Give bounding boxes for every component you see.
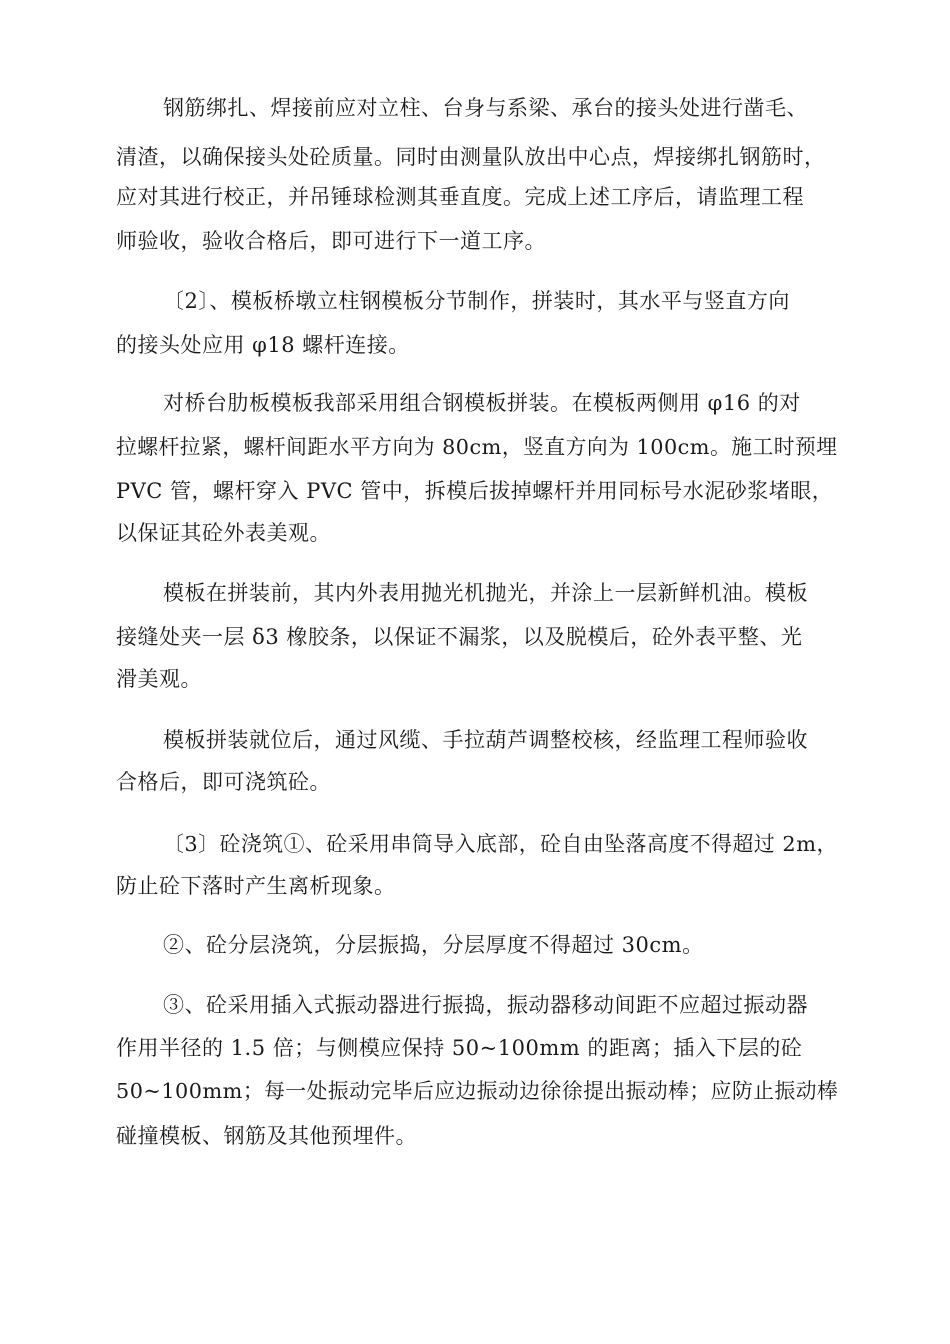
paragraph-2-line-2: 的接头处应用 φ18 螺杆连接。 bbox=[116, 333, 410, 357]
paragraph-3-line-3: PVC 管，螺杆穿入 PVC 管中，拆模后拔掉螺杆并用同标号水泥砂浆堵眼， bbox=[116, 479, 834, 503]
paragraph-3-line-1: 对桥台肋板模板我部采用组合钢模板拼装。在模板两侧用 φ16 的对 bbox=[163, 391, 801, 415]
paragraph-1-line-1: 钢筋绑扎、焊接前应对立柱、台身与系梁、承台的接头处进行凿毛、 bbox=[163, 96, 808, 120]
paragraph-4-line-1: 模板在拼装前，其内外表用抛光机抛光，并涂上一层新鲜机油。模板 bbox=[163, 581, 808, 605]
paragraph-8-line-3: 50~100mm；每一处振动完毕后应边振动边徐徐提出振动棒；应防止振动棒 bbox=[116, 1079, 839, 1103]
paragraph-2-line-1: 〔2〕、模板桥墩立柱钢模板分节制作，拼装时，其水平与竖直方向 bbox=[163, 289, 790, 313]
paragraph-1-line-3: 应对其进行校正，并吊锤球检测其垂直度。完成上述工序后，请监理工程 bbox=[116, 185, 804, 209]
paragraph-3-line-2: 拉螺杆拉紧，螺杆间距水平方向为 80cm，竖直方向为 100cm。施工时预埋 bbox=[116, 435, 838, 459]
paragraph-5-line-1: 模板拼装就位后，通过风缆、手拉葫芦调整校核，经监理工程师验收 bbox=[163, 728, 808, 752]
paragraph-5-line-2: 合格后，即可浇筑砼。 bbox=[116, 770, 331, 794]
paragraph-4-line-3: 滑美观。 bbox=[116, 667, 202, 691]
paragraph-6-line-2: 防止砼下落时产生离析现象。 bbox=[116, 874, 396, 898]
paragraph-8-line-2: 作用半径的 1.5 倍；与侧模应保持 50~100mm 的距离；插入下层的砼 bbox=[116, 1036, 803, 1060]
paragraph-1-line-4: 师验收，验收合格后，即可进行下一道工序。 bbox=[116, 229, 546, 253]
paragraph-4-line-2: 接缝处夹一层 δ3 橡胶条，以保证不漏浆，以及脱模后，砼外表平整、光 bbox=[116, 625, 803, 649]
paragraph-8-line-1: ③、砼采用插入式振动器进行振捣，振动器移动间距不应超过振动器 bbox=[163, 993, 808, 1017]
paragraph-1-line-2: 清渣，以确保接头处砼质量。同时由测量队放出中心点，焊接绑扎钢筋时， bbox=[116, 145, 826, 169]
paragraph-3-line-4: 以保证其砼外表美观。 bbox=[116, 521, 331, 545]
paragraph-8-line-4: 碰撞模板、钢筋及其他预埋件。 bbox=[116, 1124, 417, 1148]
paragraph-6-line-1: 〔3〕砼浇筑①、砼采用串筒导入底部，砼自由坠落高度不得超过 2m， bbox=[163, 832, 838, 856]
paragraph-7-line-1: ②、砼分层浇筑，分层振捣，分层厚度不得超过 30cm。 bbox=[163, 933, 704, 957]
